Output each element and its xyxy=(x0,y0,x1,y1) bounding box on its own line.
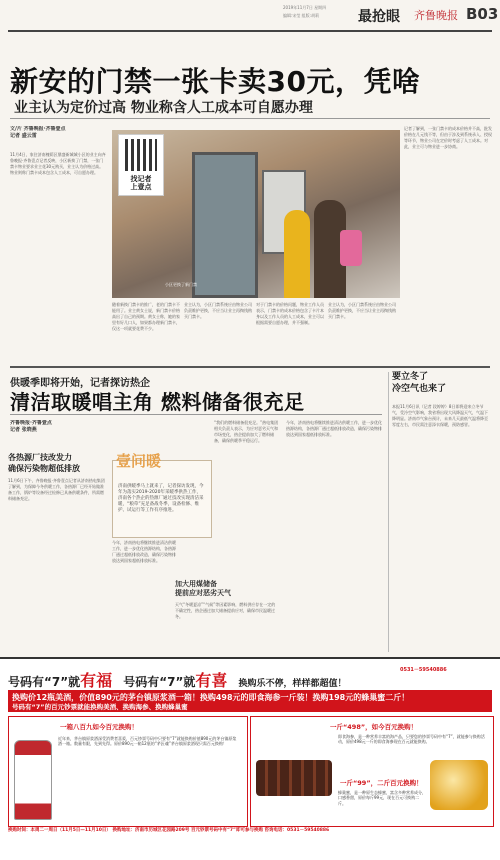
ad-seacucumber-text: 即食海参，是一种营养丰富的海产品，只要您的钞票号码中有“7”，就能参与换购活动，原价498元一斤的即食海参现在百元就能换购。 xyxy=(338,734,485,745)
ad-slogan-a: 号码有“7”就 xyxy=(8,675,81,689)
ad-headline-row xyxy=(8,668,346,691)
ad-phone: 0531－59540886 xyxy=(400,667,447,673)
ad-seacucumber-title: 一斤“498”，如今百元换购！ xyxy=(330,723,418,731)
article2-col-4: 天气“冬暖夏凉”“气候”等因素影响，燃料供应存在一定的不确定性，热企通过加大储备提前应对，确保市民温暖过冬。 xyxy=(175,602,276,619)
article2-col-2: 今年，济南热电将继续推进清洁供暖工作，进一步优化热源结构，各热源厂通过超低排放改造，确保污染物排放达到国家超低排放标准。 xyxy=(112,540,176,563)
ad-wine-text: 近年来，茅台镇原浆酒深受消费者喜爱，百元钞票号码中只要有“7”就能换购价值890元的茅台镇原浆酒一箱。数量有限，先到先得。原价890元一箱12瓶的“茅匠魂”茅台镇原浆酒现只需百元换购！ xyxy=(58,736,237,747)
sidebar-divider xyxy=(388,372,389,652)
pink-bag xyxy=(340,230,362,266)
article2-kicker: 供暖季即将开始，记者探访热企 xyxy=(10,378,150,389)
sea-cucumber-image xyxy=(256,760,332,796)
ad-red-banner xyxy=(8,690,492,712)
article-col-5: 业主认为，小区门禁系统应由物业公司负责维护更换，不应当让业主再掏钱购买门禁卡。 xyxy=(328,302,396,319)
article2-subkicker: 各热源厂技改发力 确保污染物超低排放 xyxy=(8,453,80,473)
section-title: 最抢眼 xyxy=(358,9,400,25)
wine-bottle-image xyxy=(14,740,52,820)
divider xyxy=(10,118,490,119)
article2-col-3: “我们的燃料储备很充足。”热电集团相关负责人表示，为应对恶劣天气和市场变化，热企提前加大了燃料储备，确保供暖季平稳运行。 xyxy=(214,420,279,443)
header-divider xyxy=(8,30,492,32)
page-number: B03 xyxy=(466,5,499,23)
ad-slogan-b: 有福 xyxy=(80,671,113,690)
divider xyxy=(10,414,382,415)
date-line: 2019年11月7日 星期四 xyxy=(283,5,327,10)
article-headline: 新安的门禁一张卡卖30元，凭啥 xyxy=(10,65,421,98)
honeycomb-image xyxy=(430,760,488,810)
editor-line: 编辑:宋莹 组版:胡莉 xyxy=(283,13,319,18)
article-side-col: 记者了解到，一张门禁卡的成本价格并不高，批发价格在几元钱不等，但由于涉及到系统录入、授权等环节，物业公司在定价时考虑了人工成本。对此，业主可与物业进一步协商。 xyxy=(404,126,492,149)
qr-caption: 找记者 上壹点 xyxy=(130,175,152,191)
gate-door xyxy=(192,152,258,298)
section-divider xyxy=(10,366,490,368)
ad-honey-text: 蜂巢蜜，是一种原生态蜂蜜，富含多种营养成分，口感香甜，原价每斤99元，现在百元可换购二斤。 xyxy=(338,790,426,806)
ad-banner-line-1: 换购价12瓶美酒，价值890元的茅台镇原浆酒一箱！换购498元的即食海参一斤装！换购198元的蜂巢蜜二斤！ xyxy=(12,693,410,702)
article2-col-5: 今年，济南热电将继续推进清洁供暖工作，进一步优化热源结构，各热源厂通过超低排放改造，确保污染物排放达到国家超低排放标准。 xyxy=(286,420,382,437)
qr-code-box[interactable] xyxy=(118,134,164,196)
ad-slogan-d: 有喜 xyxy=(195,671,228,690)
page-header xyxy=(0,0,500,34)
ad-wine-title: 一箱八百九如今百元换购！ xyxy=(60,723,138,731)
article-col-1: 11月4日，家住济南槐荫区鼎盛新城城小区的业主向齐鲁晚报·齐鲁壹点记者反映，小区新换了门禁，一张门禁卡物业要求业主花30元购买，业主认为价格过高。物业则称门禁卡成本包含人工成本，可自愿办理。 xyxy=(10,152,106,175)
ad-banner-line-2: 号码有“7”的百元钞票就能换购美酒、换购海参、换购蜂巢蜜 xyxy=(12,703,188,711)
badge-title: 壹问暖 xyxy=(116,452,162,470)
article2-col-1: 11月6日下午，齐鲁晚报·齐鲁壹点记者从济南热电集团了解到，为保障今冬供暖工作，各热源厂已经开始做准备工作，锅炉等设备经过检修已具备供暖条件，所需燃料储备充足。 xyxy=(8,478,105,501)
photo-caption: 小区更换了新门禁 xyxy=(165,282,197,287)
article2-byline: 齐鲁晚报·齐鲁壹点 记者 张晓燕 xyxy=(10,420,52,433)
ad-slogan-e: 换购乐不停，样样都超值！ xyxy=(238,679,347,689)
article-col-3: 业主认为，小区门禁系统应由物业公司负责维护更换，不应当让业主再掏钱购买门禁卡。 xyxy=(184,302,252,319)
ad-slogan-c: 号码有“7”就 xyxy=(123,675,196,689)
article-col-4: 对于门禁卡的价格问题，物业工作人员表示，门禁卡的成本价格包含了卡片本身以及工作人员的人工成本，业主可以根据需要自愿办理，并不强制。 xyxy=(256,302,324,325)
ad-honey-title: 一斤“99”，二斤百元换购！ xyxy=(340,779,423,787)
person-yellow xyxy=(284,210,310,298)
article-col-2: 随着新换门禁卡的推广，老的门禁卡不能用了。业主黄女士说，新门禁卡价格高出了自己的预期。黄女士称，她的家里有好几口人，如果都办理新门禁卡，仅这一项就要花费不少。 xyxy=(112,302,180,331)
sidebar-title: 要立冬了 冷空气也来了 xyxy=(392,372,447,394)
sidebar-body: 本报11月6日讯（记者 段婷婷）8日即将迎来立冬节气，受冷空气影响，我省将出现大风降温天气，气温下降明显。济南市气象台预计，未来几天最低气温将降至零度左右，市民需注意添衣保暖，预防感冒。 xyxy=(392,404,488,427)
ad-footer: 换购时间：本周二一周日（11月5日—11月10日） 换购地址：济南市历城区花园路209号 百元钞票号码中有“7”即可参与换购 咨询电话：0531－59540886 xyxy=(8,828,330,833)
article2-title: 清洁取暖唱主角 燃料储备很充足 xyxy=(10,390,305,414)
newspaper-logo: 齐鲁晚报 xyxy=(414,9,458,22)
byline: 文/片 齐鲁晚报·齐鲁壹点 记者 盛云雷 xyxy=(10,126,66,139)
question-text: 济南供暖季马上就来了，记者探访发现，今年为落实2019-2020年采暖季供热工作，济南各个热企的热源厂通过技改实现清洁采暖，“粮草”充足备战冬季，设备检修、维护、试运行等工作有序推进。 xyxy=(118,484,204,513)
article2-subhead: 加大用煤储备 提前应对恶劣天气 xyxy=(175,580,231,597)
article-subhead: 业主认为定价过高 物业称含人工成本可自愿办理 xyxy=(14,100,313,116)
qr-code-icon xyxy=(125,139,157,171)
